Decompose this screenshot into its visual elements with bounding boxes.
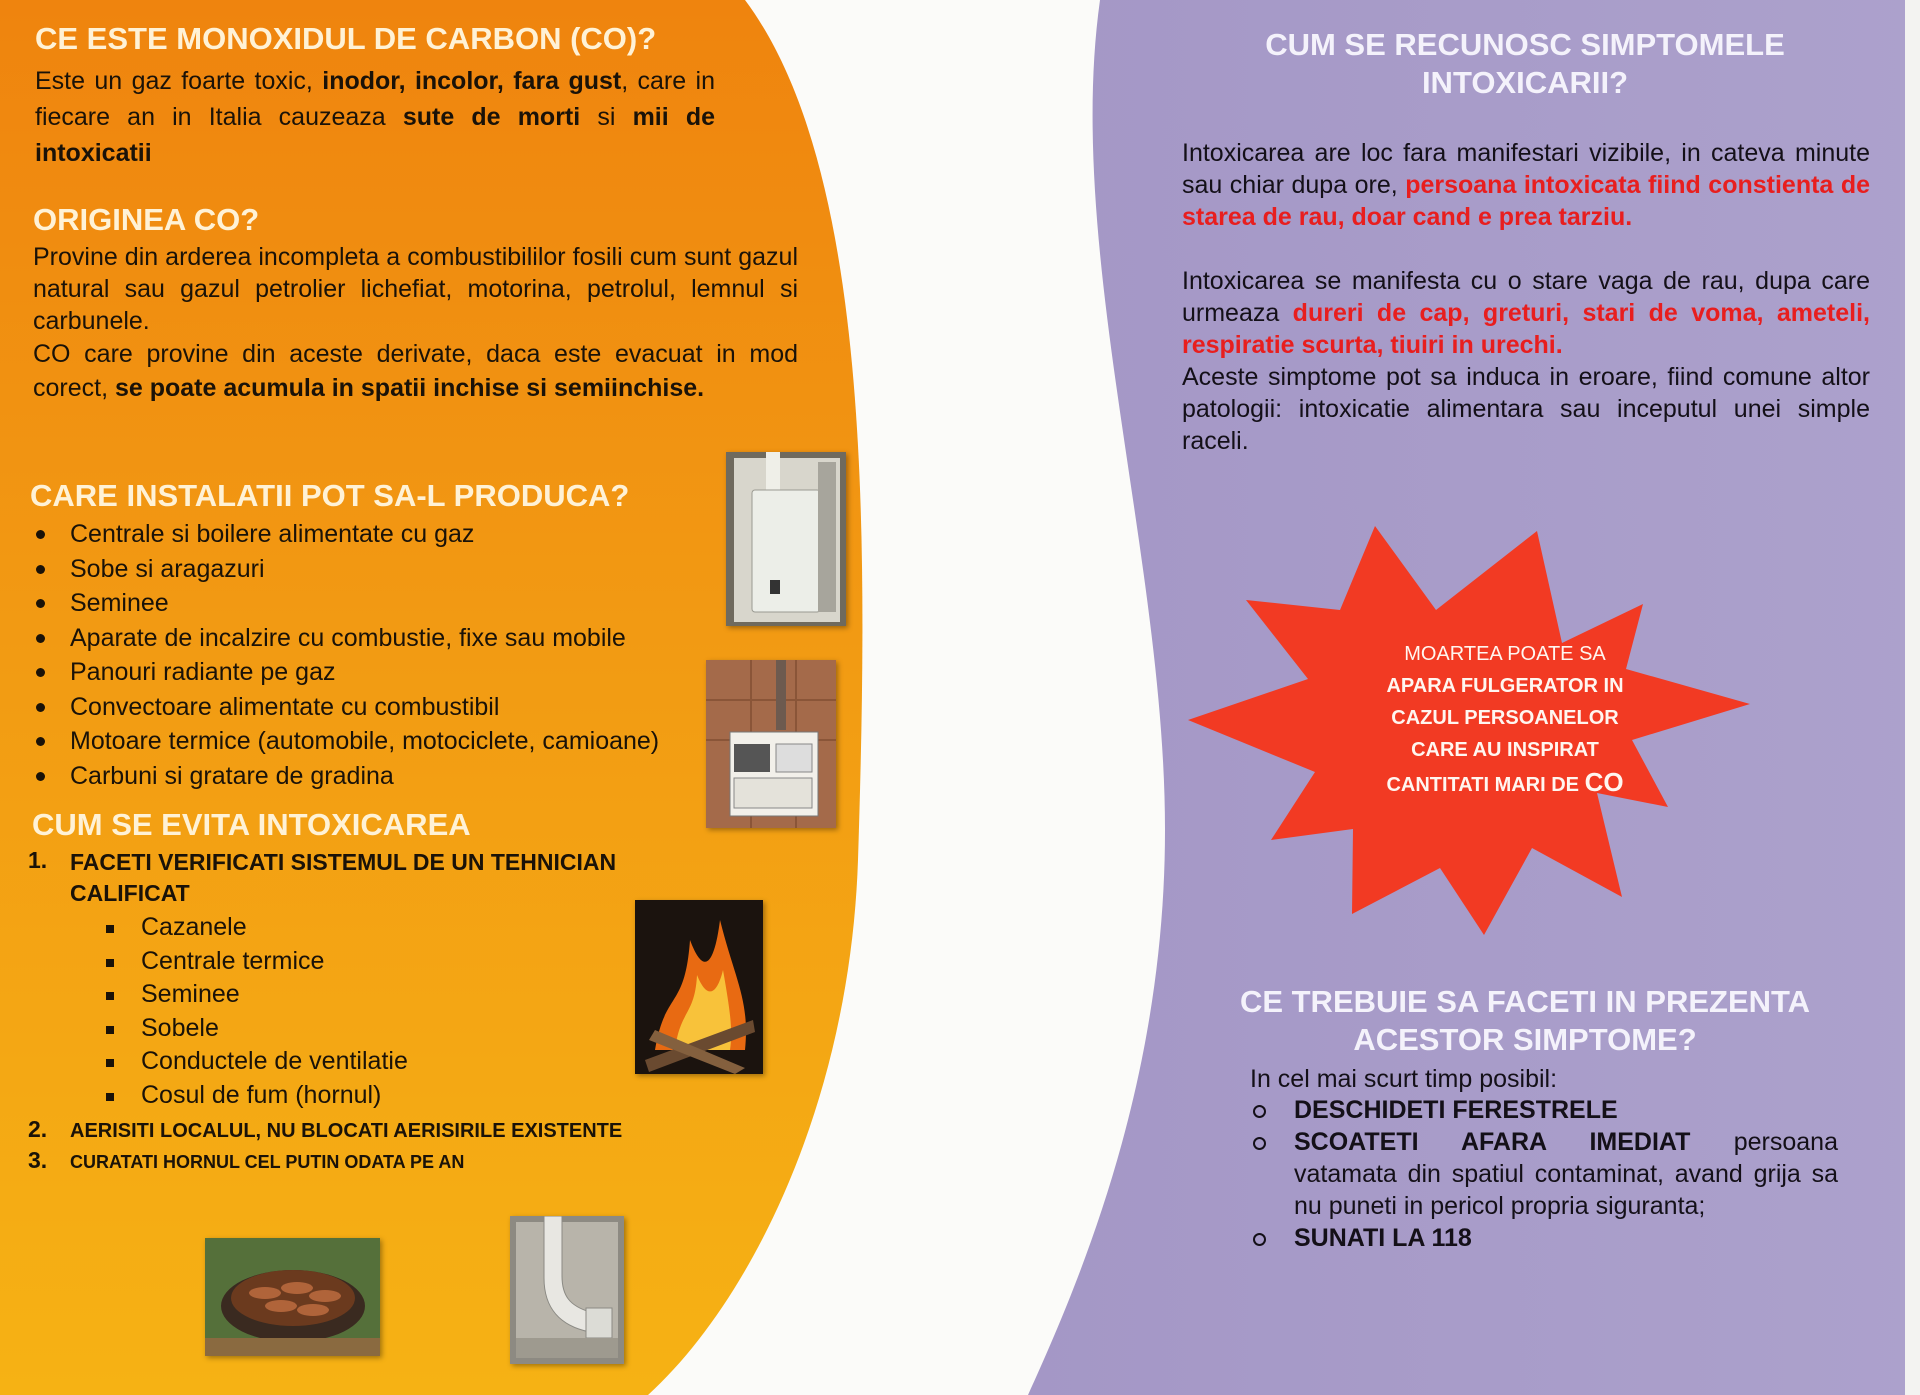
avoid-item-1: 1. FACETI VERIFICATI SISTEMUL DE UN TEHNICIAN CALIFICAT Cazanele Centrale termice Seminee Sobele Conductele de ventilatie Cosul de fum (hornul)	[28, 847, 668, 1112]
avoid-item-3: 3. CURATATI HORNUL CEL PUTIN ODATA PE AN	[28, 1147, 465, 1173]
action-intro: In cel mai scurt timp posibil:	[1250, 1065, 1558, 1093]
action-heading: CE TREBUIE SA FACETI IN PREZENTA ACESTOR SIMPTOME?	[1239, 984, 1811, 1057]
burst-line-1: MOARTEA POATE SA	[1404, 643, 1606, 665]
warning-burst-text	[1330, 638, 1680, 801]
avoid-item-2: 2. AERISITI LOCALUL, NU BLOCATI AERISIRILE EXISTENTE	[28, 1116, 623, 1142]
grill-photo	[205, 1238, 380, 1356]
origin-heading: ORIGINEA CO?	[33, 202, 260, 237]
origin-text	[33, 241, 798, 405]
burst-line-2: APARA FULGERATOR IN	[1386, 675, 1624, 697]
install-item: Motoare termice (automobile, motociclete, camioane)	[30, 724, 659, 759]
check-item: Centrale termice	[104, 945, 668, 979]
fireplace-photo	[635, 900, 763, 1074]
install-item: Carbuni si gratare de gradina	[30, 759, 659, 794]
action-item-1: DESCHIDETI FERESTRELE	[1248, 1094, 1838, 1126]
check-item: Seminee	[104, 978, 668, 1012]
burst-line-5: CANTITATI MARI DE CO	[1386, 767, 1624, 797]
install-item: Sobe si aragazuri	[30, 552, 659, 587]
install-list	[30, 517, 659, 793]
check-item: Conductele de ventilatie	[104, 1045, 668, 1079]
action-item-2: SCOATETI AFARA IMEDIAT persoana vatamata din spatiul contaminat, avand grija sa nu puneti in pericol propria siguranta;	[1248, 1126, 1838, 1222]
wood-stove-photo	[706, 660, 836, 828]
symptoms-text	[1182, 137, 1870, 457]
action-list	[1248, 1094, 1838, 1254]
burst-line-4: CARE AU INSPIRAT	[1411, 739, 1599, 761]
install-item: Convectoare alimentate cu combustibil	[30, 690, 659, 725]
check-item: Sobele	[104, 1012, 668, 1046]
avoid-list	[28, 847, 668, 1178]
boiler-photo	[726, 452, 846, 626]
install-item: Centrale si boilere alimentate cu gaz	[30, 517, 659, 552]
install-item: Seminee	[30, 586, 659, 621]
symptoms-heading: CUM SE RECUNOSC SIMPTOMELE INTOXICARII?	[1265, 27, 1785, 100]
burst-line-3: CAZUL PERSOANELOR	[1391, 707, 1619, 729]
install-item: Aparate de incalzire cu combustie, fixe sau mobile	[30, 621, 659, 656]
check-item: Cosul de fum (hornul)	[104, 1079, 668, 1113]
co-intro: Este un gaz foarte toxic, inodor, incolor, fara gust, care in fiecare an in Italia cauzeaza sute de morti si mii de intoxicatii	[35, 67, 715, 167]
action-item-3: SUNATI LA 118	[1248, 1222, 1838, 1254]
chimney-pipe-photo	[510, 1216, 624, 1364]
origin-paragraph-1: Provine din arderea incompleta a combustibililor fosili cum sunt gazul natural sau gazul petrolier lichefiat, motorina, petrolul, lemnul si carbunele.	[33, 243, 798, 335]
symptoms-paragraph-1: Intoxicarea are loc fara manifestari vizibile, in cateva minute sau chiar dupa ore, persoana intoxicata fiind constienta de starea de rau, doar cand e prea tarziu.	[1182, 139, 1870, 231]
co-heading: CE ESTE MONOXIDUL DE CARBON (CO)?	[35, 21, 657, 56]
check-list	[104, 911, 668, 1112]
install-heading: CARE INSTALATII POT SA-L PRODUCA?	[30, 478, 630, 513]
symptoms-paragraph-2: Intoxicarea se manifesta cu o stare vaga de rau, dupa care urmeaza dureri de cap, greturi, stari de voma, ameteli, respiratie scurta, tiuiri in urechi.	[1182, 267, 1870, 359]
origin-paragraph-2: CO care provine din aceste derivate, daca este evacuat in mod corect, se poate acumula in spatii inchise si semiinchise.	[33, 340, 798, 402]
install-item: Panouri radiante pe gaz	[30, 655, 659, 690]
check-item: Cazanele	[104, 911, 668, 945]
symptoms-paragraph-3: Aceste simptome pot sa induca in eroare, fiind comune altor patologii: intoxicatie alimentara sau inceputul unei simple raceli.	[1182, 363, 1870, 455]
avoid-heading: CUM SE EVITA INTOXICAREA	[32, 807, 471, 842]
